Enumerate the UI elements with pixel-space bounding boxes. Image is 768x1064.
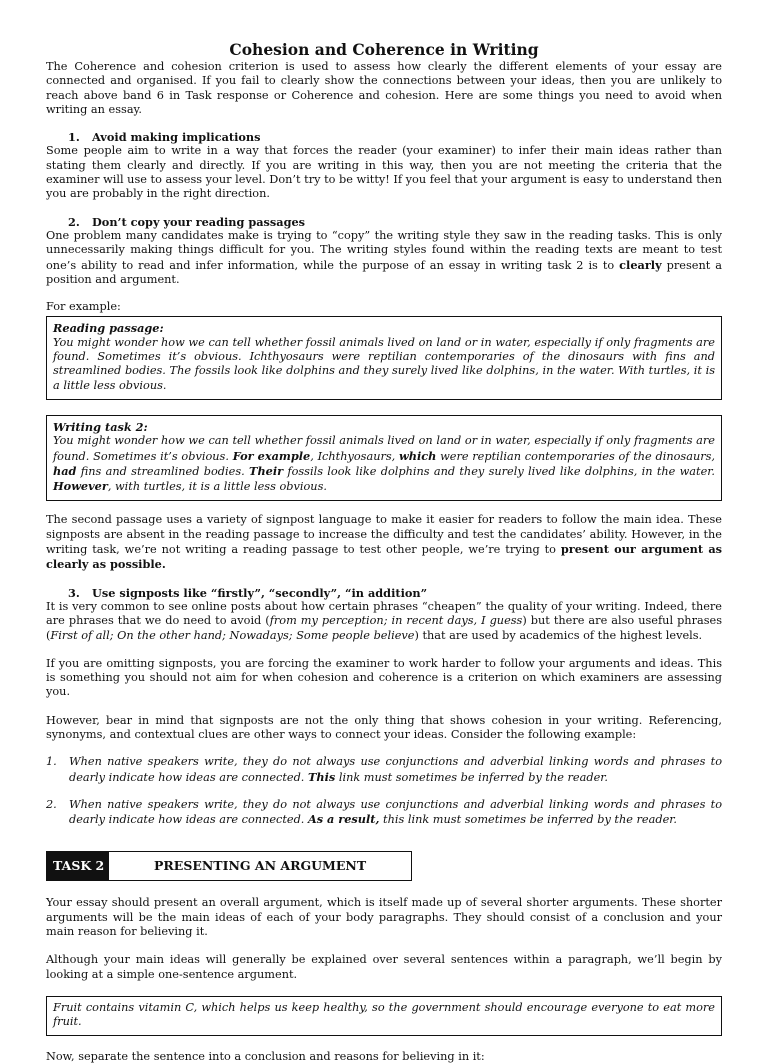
italic-text-run: from my perception; in recent days, I guess: [269, 614, 523, 628]
page-title: Cohesion and Coherence in Writing: [229, 40, 539, 59]
text-run: The second passage uses a variety of signpost language to make it easier for readers to follow the main idea. These signposts are absent in the reading passage to increase the difficulty and test the candidates’ ability. However, in the writing task, we’re not writing a reading passage to test other people, we’re trying to: [46, 513, 722, 557]
box-label: Writing task 2:: [53, 419, 148, 434]
section-heading-copy: [68, 215, 722, 229]
bold-text-run: had: [53, 463, 77, 478]
text-run: When native speakers write, they do not always use conjunctions and adverbial linking words and phrases to dearly indicate how ideas are connected.: [69, 797, 722, 827]
section2-body: [46, 229, 722, 287]
section-heading-text: Don’t copy your reading passages: [92, 214, 306, 229]
text-run: ) that are used by academics of the highest levels.: [414, 628, 703, 642]
second-passage-paragraph: [46, 513, 722, 572]
text-run: You might wonder how we can tell whether fossil animals lived on land or in water, especially if only fragments are found. Sometimes it’s obvious.: [53, 434, 715, 463]
task-paragraph-1: Your essay should present an overall argument, which is itself made up of several shorter arguments. These shorter arguments will be the main ideas of each of your body paragraphs. They should consist of a conclusion and your main reason for believing it.: [46, 896, 722, 939]
text-run: this link must sometimes be inferred by the reader.: [379, 813, 678, 827]
italic-text-run: First of all; On the other hand; Nowadays; Some people believe: [50, 628, 415, 642]
text-run: , with turtles, it is a little less obvious.: [107, 480, 327, 494]
section-heading-signposts: [68, 586, 722, 600]
document-page: [46, 40, 722, 1064]
task-title: PRESENTING AN ARGUMENT: [154, 858, 367, 874]
task-banner: [46, 851, 412, 881]
bold-text-run: As a result,: [307, 812, 380, 827]
box-text: You might wonder how we can tell whether fossil animals lived on land or in water, especially if only fragments are found. Sometimes it’s obvious. Ichthyosaurs were reptilian contemporaries of the dinosaurs with fins and streamlined bodies. The fossils look like dolphins and they surely lived like dolphins, in the water. With turtles, it is a little less obvious.: [53, 335, 715, 392]
example-item: [46, 755, 722, 785]
omitting-signposts-paragraph: If you are omitting signposts, you are forcing the examiner to work harder to follow your arguments and ideas. This is something you should not aim for when cohesion and coherence is a criterion on which examiners are assessing you.: [46, 656, 722, 699]
text-run: were reptilian contemporaries of the dinosaurs,: [436, 449, 716, 463]
box-text: [53, 434, 715, 494]
section1-body: Some people aim to write in a way that forces the reader (your examiner) to infer their main ideas rather than stating them clearly and directly. If you are writing in this way, then you are not meeting the criteria that the examiner will use to assess your level. Don’t try to be witty! If you feel that your argument is easy to understand then you are probably in the right direction.: [46, 144, 722, 201]
bold-text-run: This: [307, 769, 336, 784]
intro-paragraph: The Coherence and cohesion criterion is used to assess how clearly the different elements of your essay are connected and organised. If you fail to clearly show the connections between your ideas, then you are unlikely to reach above band 6 in Task response or Coherence and cohesion. Here are some things you need to avoid when writing an essay.: [46, 60, 722, 116]
text-run: fins and streamlined bodies.: [76, 464, 250, 478]
text-run: When native speakers write, they do not always use conjunctions and adverbial linking words and phrases to dearly indicate how ideas are connected.: [69, 755, 722, 784]
section3-body: [46, 600, 722, 643]
example-number: 1.: [46, 755, 57, 769]
text-run: present a position and argument.: [46, 258, 722, 286]
reading-passage-box: [46, 316, 722, 399]
section-number: 3.: [68, 585, 80, 600]
text-run: ) but there are also useful phrases (: [46, 614, 722, 642]
bold-text-run: which: [399, 448, 437, 463]
text-run: One problem many candidates make is trying to “copy” the writing style they saw in the reading tasks. This is only unnecessarily making things difficult for you. The writing styles found within the reading texts are meant to test one’s ability to read and infer information, while the purpose of an essay in writing task 2 is to: [46, 228, 722, 272]
example-text: [69, 755, 722, 785]
for-example-label: For example:: [46, 300, 121, 314]
task-paragraph-3: Now, separate the sentence into a conclusion and reasons for believing in it:: [46, 1049, 485, 1063]
bold-text-run: present our argument as clearly as possible.: [46, 542, 723, 572]
writing-task-box: [46, 415, 722, 501]
section-heading-implications: [68, 130, 722, 144]
section-heading-text: Avoid making implications: [92, 130, 261, 145]
example-item: [46, 798, 722, 828]
box-label: Reading passage:: [53, 321, 164, 336]
example-text: [69, 798, 722, 828]
text-run: It is very common to see online posts about how certain phrases “cheapen” the quality of your writing. Indeed, there are phrases that we do need to avoid (: [46, 599, 722, 628]
argument-example-box: [46, 996, 722, 1036]
bold-text-run: For example: [232, 448, 311, 463]
box-text: Fruit contains vitamin C, which helps us keep healthy, so the government should encourage everyone to eat more fruit.: [53, 1000, 715, 1029]
text-run: , Ichthyosaurs,: [310, 449, 400, 463]
section-heading-text: Use signposts like “firstly”, “secondly”, “in addition”: [92, 585, 428, 600]
text-run: fossils look like dolphins and they surely lived like dolphins, in the water.: [283, 464, 716, 478]
example-number: 2.: [46, 797, 57, 811]
task-label: TASK 2: [47, 852, 109, 880]
section-number: 2.: [68, 214, 80, 229]
bold-text-run: However: [53, 479, 108, 494]
section-number: 1.: [68, 130, 80, 145]
bear-in-mind-paragraph: However, bear in mind that signposts are not the only thing that shows cohesion in your writing. Referencing, synonyms, and contextual clues are other ways to connect your ideas. Consider the following example:: [46, 713, 722, 741]
bold-text-run: clearly: [619, 257, 662, 272]
task-paragraph-2: Although your main ideas will generally be explained over several sentences within a paragraph, we’ll begin by looking at a simple one-sentence argument.: [46, 953, 722, 981]
text-run: link must sometimes be inferred by the reader.: [335, 770, 609, 784]
bold-text-run: Their: [249, 463, 284, 478]
